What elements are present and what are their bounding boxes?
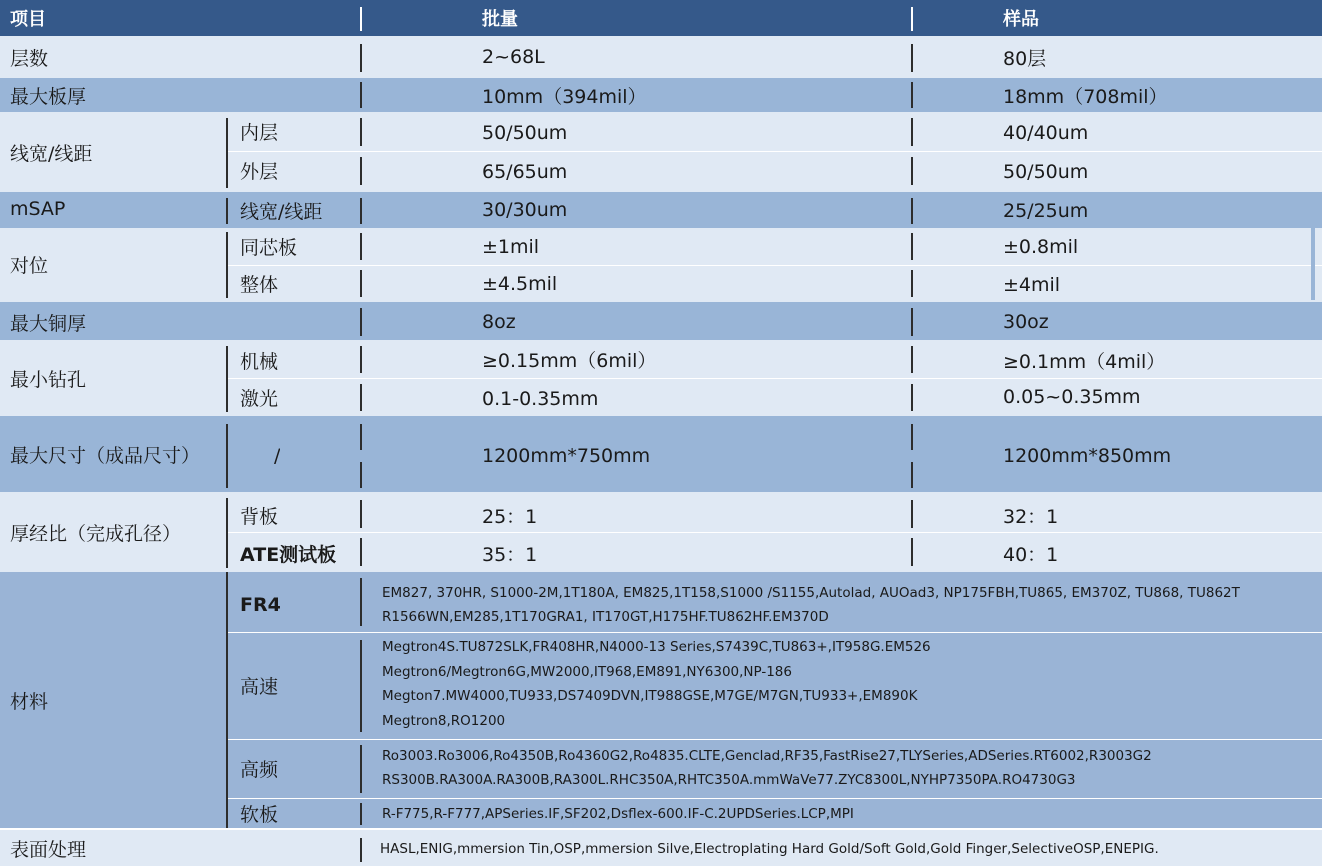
material-high-freq-list xyxy=(382,743,1152,793)
value-layers-sample: 80层 xyxy=(1003,47,1047,70)
column-divider xyxy=(360,640,362,732)
column-divider xyxy=(911,270,913,297)
column-divider xyxy=(911,233,913,260)
column-divider xyxy=(360,745,362,793)
row-band-max-copper xyxy=(0,302,1322,340)
label-surface: 表面处理 xyxy=(10,838,87,861)
row-band-layers xyxy=(0,36,1322,78)
column-divider xyxy=(226,424,228,488)
value-msap-sample: 25/25um xyxy=(1003,200,1089,222)
material-line: Megtron4S.TU872SLK,FR408HR,N4000-13 Series,S7439C,TU863+,IT958G.EM526 xyxy=(382,639,931,655)
column-divider xyxy=(360,270,362,297)
value-outer-batch: 65/65um xyxy=(482,160,568,183)
material-line: R-F775,R-F777,APSeries.IF,SF202,Dsflex-600.IF-C.2UPDSeries.LCP,MPI xyxy=(382,805,854,822)
column-divider xyxy=(911,500,913,528)
value-whole-batch: ±4.5mil xyxy=(482,272,558,295)
column-divider xyxy=(360,803,362,825)
material-high-speed-list xyxy=(382,634,931,734)
scroll-edge xyxy=(1311,228,1315,300)
label-alignment: 对位 xyxy=(10,254,49,277)
material-line: Megton7.MW4000,TU933,DS7409DVN,IT988GSE,M7GE/M7GN,TU933+,EM890K xyxy=(382,688,918,704)
column-divider xyxy=(360,538,362,566)
column-divider xyxy=(360,198,362,224)
column-divider xyxy=(911,7,913,31)
column-divider xyxy=(360,838,362,862)
row-band-line-width xyxy=(0,112,1322,192)
header-item: 项目 xyxy=(10,9,46,30)
value-core-sample: ±0.8mil xyxy=(1003,235,1079,258)
label-aspect-ratio: 厚经比（完成孔径） xyxy=(10,522,182,545)
value-layers-batch: 2~68L xyxy=(482,46,545,68)
label-msap: mSAP xyxy=(10,198,66,220)
value-msap-batch: 30/30um xyxy=(482,199,568,221)
value-max-copper-sample: 30oz xyxy=(1003,311,1049,333)
column-divider xyxy=(360,82,362,108)
label-material-high-speed: 高速 xyxy=(240,676,279,698)
column-divider xyxy=(360,384,362,411)
value-laser-sample: 0.05~0.35mm xyxy=(1003,386,1141,408)
column-divider xyxy=(911,44,913,72)
material-line: Megtron8,RO1200 xyxy=(382,712,506,729)
label-layers: 层数 xyxy=(10,47,49,70)
value-inner-sample: 40/40um xyxy=(1003,122,1089,144)
column-divider xyxy=(360,308,362,336)
material-flex-list xyxy=(382,800,854,828)
column-divider xyxy=(911,346,913,373)
column-divider xyxy=(360,118,362,146)
value-backplane-batch: 25：1 xyxy=(482,505,538,528)
label-max-copper: 最大铜厚 xyxy=(10,312,87,335)
header-batch: 批量 xyxy=(482,9,518,30)
column-divider xyxy=(911,157,913,185)
label-ate-board: ATE测试板 xyxy=(240,543,337,566)
label-max-thickness: 最大板厚 xyxy=(10,85,87,108)
separator xyxy=(226,151,1322,152)
column-divider xyxy=(360,462,362,488)
value-ate-batch: 35：1 xyxy=(482,543,538,566)
value-max-copper-batch: 8oz xyxy=(482,311,516,333)
label-min-drill: 最小钻孔 xyxy=(10,368,87,391)
column-divider xyxy=(226,232,228,298)
separator xyxy=(226,265,1322,266)
label-backplane: 背板 xyxy=(240,505,279,528)
row-band-msap xyxy=(0,192,1322,228)
label-core-board: 同芯板 xyxy=(240,237,298,259)
material-line: RS300B.RA300A.RA300B,RA300L.RHC350A,RHTC350A.mmWaVe77.ZYC8300L,NYHP7350PA.RO4730G3 xyxy=(382,772,1076,788)
value-inner-batch: 50/50um xyxy=(482,122,568,144)
column-divider xyxy=(911,198,913,224)
column-divider xyxy=(911,308,913,336)
value-mech-sample: ≥0.1mm（4mil） xyxy=(1003,350,1166,373)
column-divider xyxy=(226,346,228,412)
column-divider xyxy=(360,424,362,450)
separator xyxy=(226,632,1322,633)
label-max-size: 最大尺寸（成品尺寸） xyxy=(10,444,201,467)
material-line: Ro3003.Ro3006,Ro4350B,Ro4360G2,Ro4835.CLTE,Genclad,RF35,FastRise27,TLYSeries,ADSeries.RT6002,R3003G2 xyxy=(382,747,1152,764)
material-line: R1566WN,EM285,1T170GRA1, IT170GT,H175HF.TU862HF.EM370D xyxy=(382,609,829,625)
value-mech-batch: ≥0.15mm（6mil） xyxy=(482,349,657,372)
column-divider xyxy=(911,384,913,411)
label-laser: 激光 xyxy=(240,387,279,410)
column-divider xyxy=(226,198,228,224)
material-line: Megtron6/Megtron6G,MW2000,IT968,EM891,NY6300,NP-186 xyxy=(382,663,792,680)
label-max-size-sub: / xyxy=(274,445,281,467)
label-msap-sub: 线宽/线距 xyxy=(240,200,323,223)
separator xyxy=(226,739,1322,740)
label-material-fr4: FR4 xyxy=(240,594,281,616)
column-divider xyxy=(360,157,362,185)
label-inner-layer: 内层 xyxy=(240,122,279,144)
material-line: EM827, 370HR, S1000-2M,1T180A, EM825,1T158,S1000 /S1155,Autolad, AUOad3, NP175FBH,TU865, EM370Z, TU868, TU862T xyxy=(382,584,1240,601)
column-divider xyxy=(911,424,913,450)
column-divider xyxy=(226,498,228,568)
value-backplane-sample: 32：1 xyxy=(1003,505,1059,528)
column-divider xyxy=(360,44,362,72)
label-material-high-freq: 高频 xyxy=(240,759,279,781)
value-ate-sample: 40：1 xyxy=(1003,543,1059,566)
column-divider xyxy=(911,462,913,488)
value-laser-batch: 0.1-0.35mm xyxy=(482,388,599,410)
material-fr4-list xyxy=(382,578,1240,632)
column-divider xyxy=(360,500,362,528)
label-materials: 材料 xyxy=(10,691,49,713)
label-mechanical: 机械 xyxy=(240,350,279,373)
value-outer-sample: 50/50um xyxy=(1003,160,1089,183)
column-divider xyxy=(911,82,913,108)
value-max-thickness-sample: 18mm（708mil） xyxy=(1003,85,1168,108)
column-divider xyxy=(226,118,228,188)
label-whole: 整体 xyxy=(240,274,279,296)
value-max-thickness-batch: 10mm（394mil） xyxy=(482,85,647,108)
value-surface: HASL,ENIG,mmersion Tin,OSP,mmersion Silve,Electroplating Hard Gold/Soft Gold,Gold Finger,SelectiveOSP,ENEPIG. xyxy=(380,841,1159,857)
label-outer-layer: 外层 xyxy=(240,160,279,183)
column-divider xyxy=(911,538,913,566)
label-material-flex: 软板 xyxy=(240,803,279,826)
label-line-width: 线宽/线距 xyxy=(10,142,93,165)
value-core-batch: ±1mil xyxy=(482,235,540,258)
column-divider xyxy=(360,578,362,626)
separator xyxy=(226,532,1322,533)
column-divider xyxy=(360,233,362,260)
value-max-size-sample: 1200mm*850mm xyxy=(1003,445,1172,467)
header-sample: 样品 xyxy=(1003,9,1039,30)
value-max-size-batch: 1200mm*750mm xyxy=(482,445,651,467)
column-divider xyxy=(360,346,362,373)
separator xyxy=(226,798,1322,799)
header-band xyxy=(0,0,1322,36)
column-divider xyxy=(226,572,228,828)
column-divider xyxy=(911,118,913,146)
column-divider xyxy=(360,7,362,31)
value-whole-sample: ±4mil xyxy=(1003,273,1061,296)
